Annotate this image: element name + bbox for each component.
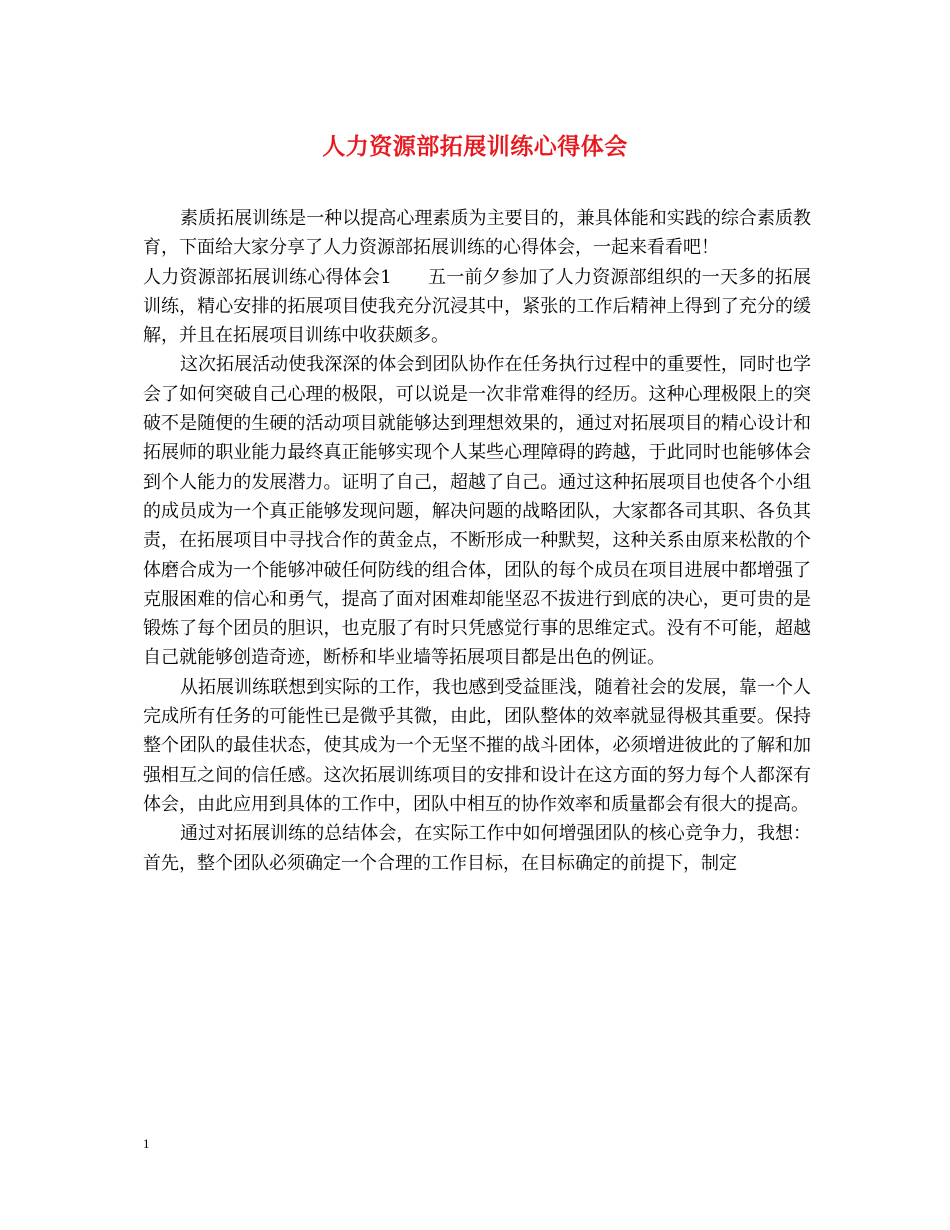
document-body (143, 204, 811, 878)
page-number: 1 (143, 1136, 150, 1151)
intro-paragraph: 素质拓展训练是一种以提高心理素质为主要目的，兼具体能和实践的综合素质教育，下面给大家分享了人力资源部拓展训练的心得体会，一起来看看吧！ (143, 208, 811, 259)
body-paragraph-3: 从拓展训练联想到实际的工作，我也感到受益匪浅，随着社会的发展，靠一个人完成所有任务的可能性已是微乎其微，由此，团队整体的效率就显得极其重要。保持整个团队的最佳状态，使其成为一个无坚不摧的战斗团体，必须增进彼此的了解和加强相互之间的信任感。这次拓展训练项目的安排和设计在这方面的努力每个人都深有体会，由此应用到具体的工作中，团队中相互的协作效率和质量都会有很大的提高。 (143, 676, 811, 815)
body-paragraph-2: 这次拓展活动使我深深的体会到团队协作在任务执行过程中的重要性，同时也学会了如何突破自己心理的极限，可以说是一次非常难得的经历。这种心理极限上的突破不是随便的生硬的活动项目就能够达到理想效果的，通过对拓展项目的精心设计和拓展师的职业能力最终真正能够实现个人某些心理障碍的跨越，于此同时也能够体会到个人能力的发展潜力。证明了自己，超越了自己。通过这种拓展项目也使各个小组的成员成为一个真正能够发现问题，解决问题的战略团队，大家都各司其职、各负其责，在拓展项目中寻找合作的黄金点，不断形成一种默契，这种关系由原来松散的个体磨合成为一个能够冲破任何防线的组合体，团队的每个成员在项目进展中都增强了克服困难的信心和勇气，提高了面对困难却能坚忍不拔进行到底的决心，更可贵的是锻炼了每个团员的胆识，也克服了有时只凭感觉行事的思维定式。没有不可能，超越自己就能够创造奇迹，断桥和毕业墙等拓展项目都是出色的例证。 (143, 354, 811, 669)
section-first-text: 五一前夕参加了人力资源部组织的一天多的拓展训练，精心安排的拓展项目使我充分沉浸其中，紧张的工作后精神上得到了充分的缓解，并且在拓展项目训练中收获颇多。 (143, 266, 811, 347)
section-first-paragraph (143, 263, 811, 351)
body-paragraph-4: 通过对拓展训练的总结体会，在实际工作中如何增强团队的核心竞争力，我想：首先，整个团队必须确定一个合理的工作目标，在目标确定的前提下，制定 (143, 823, 811, 874)
document-title: 人力资源部拓展训练心得体会 (322, 133, 628, 160)
section-heading: 人力资源部拓展训练心得体会1 (143, 266, 392, 288)
